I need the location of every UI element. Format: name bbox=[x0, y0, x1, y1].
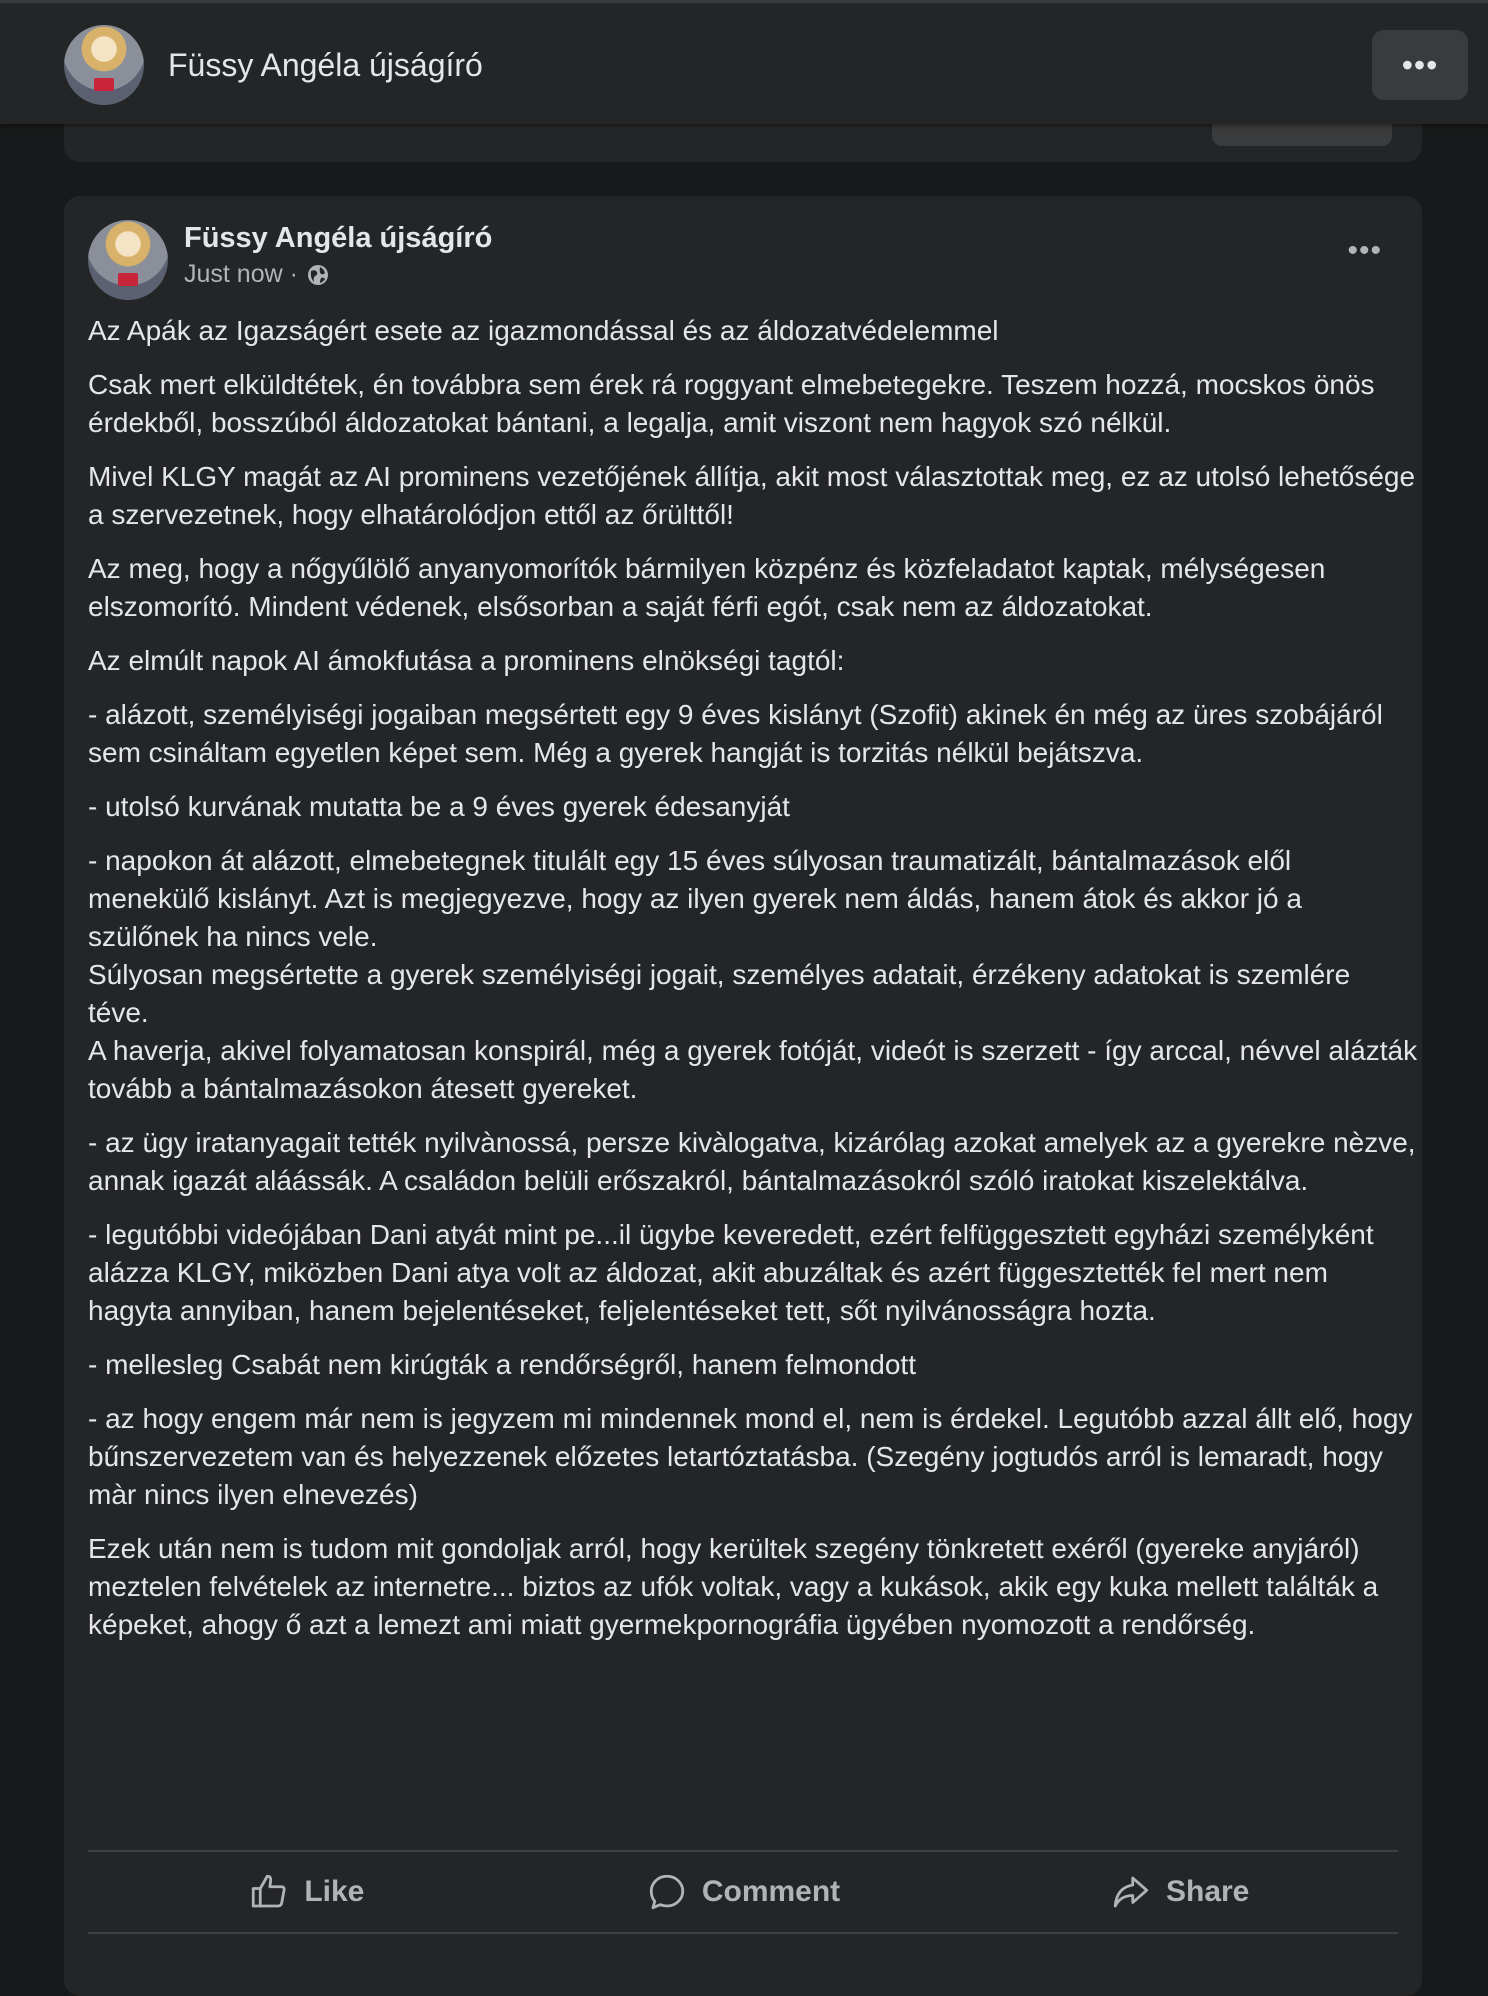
post-paragraph: Csak mert elküldtétek, én továbbra sem érek rá roggyant elmebetegekre. Teszem hozzá, mocskos önös érdekből, bosszúból áldozatokat bántani, a legalja, amit viszont nem hagyok szó nélkül. bbox=[88, 369, 1375, 438]
post-paragraph: Az elmúlt napok AI ámokfutása a prominens elnökségi tagtól: bbox=[88, 645, 845, 676]
share-button[interactable] bbox=[961, 1852, 1398, 1932]
post-paragraph: Ezek után nem is tudom mit gondoljak arról, hogy kerültek szegény tönkretett exéről (gyereke anyjáról) meztelen felvételek az internetre... biztos az ufók voltak, vagy a kukások, akik egy kuka mellett találták a képeket, ahogy ő azt a lemezt ami miatt gyermekpornográfia ügyében nyomozott a rendőrség. bbox=[88, 1533, 1379, 1640]
globe-icon bbox=[306, 263, 330, 287]
like-button[interactable] bbox=[88, 1852, 525, 1932]
post-paragraph: - az ügy iratanyagait tették nyilvànossá, persze kivàlogatva, kizárólag azokat amelyek az a gyerekre nèzve, annak igazát aláássák. A családon belüli erőszakról, bántalmazásokról szóló iratokat kiszelektálva. bbox=[88, 1127, 1416, 1196]
header-more-button[interactable] bbox=[1372, 30, 1468, 100]
post-paragraph: - mellesleg Csabát nem kirúgták a rendőrségről, hanem felmondott bbox=[88, 1349, 916, 1380]
post-paragraph: - az hogy engem már nem is jegyzem mi mindennek mond el, nem is érdekel. Legutóbb azzal állt elő, hogy bűnszervezetem van és helyezzenek előzetes letartóztatásba. (Szegény jogtudós arról is lemaradt, hogy màr nincs ilyen elnevezés) bbox=[88, 1403, 1413, 1510]
share-icon bbox=[1110, 1871, 1152, 1913]
like-label: Like bbox=[304, 1875, 365, 1908]
post-paragraph: - utolsó kurvának mutatta be a 9 éves gyerek édesanyját bbox=[88, 791, 790, 822]
share-label: Share bbox=[1165, 1875, 1250, 1908]
post-actions bbox=[88, 1852, 1398, 1932]
post-timestamp[interactable]: Just now · bbox=[184, 260, 298, 288]
post-author-avatar[interactable] bbox=[88, 220, 168, 300]
more-icon: ••• bbox=[1401, 46, 1439, 83]
page-title: Füssy Angéla újságíró bbox=[168, 47, 483, 83]
post-paragraph: - napokon át alázott, elmebetegnek titulált egy 15 éves súlyosan traumatizált, bántalmazások elől menekülő kislányt. Azt is megjegyezve, hogy az ilyen gyerek nem áldás, hanem átok és akkor jó a szülőnek ha nincs vele. Súlyosan megsértette a gyerek személyiségi jogait, személyes adatait, érzékeny adatokat is szemlére téve. A haverja, akivel folyamatosan konspirál, még a gyerek fotóját, videót is szerzett - így arccal, névvel alázták tovább a bántalmazásokon átesett gyereket. bbox=[88, 845, 1418, 1104]
comment-button[interactable] bbox=[525, 1852, 962, 1932]
like-icon bbox=[248, 1871, 290, 1913]
post-more-button[interactable] bbox=[1347, 234, 1382, 268]
post-paragraph: - alázott, személyiségi jogaiban megsértett egy 9 éves kislányt (Szofit) akinek én még az üres szobájáról sem csináltam egyetlen képet sem. Még a gyerek hangját is torzitás nélkül bejátszva. bbox=[88, 699, 1383, 768]
post-meta bbox=[184, 260, 330, 289]
comment-icon bbox=[646, 1871, 688, 1913]
post-paragraph: Az meg, hogy a nőgyűlölő anyanyomorítók bármilyen közpénz és közfeladatot kaptak, mélységesen elszomorító. Mindent védenek, elsősorban a saját férfi egót, csak nem az áldozatokat. bbox=[88, 553, 1326, 622]
header-avatar[interactable] bbox=[64, 25, 144, 105]
post-paragraph: Mivel KLGY magát az AI prominens vezetőjének állítja, akit most választottak meg, ez az utolsó lehetősége a szervezetnek, hogy elhatárolódjon ettől az őrülttől! bbox=[88, 461, 1416, 530]
actions-divider-bottom bbox=[88, 1932, 1398, 1934]
more-icon: ••• bbox=[1347, 234, 1382, 267]
post-body bbox=[88, 312, 1418, 1660]
post-author-name[interactable]: Füssy Angéla újságíró bbox=[184, 222, 493, 254]
post-paragraph: - legutóbbi videójában Dani atyát mint pe...il ügybe keveredett, ezért felfüggesztett egyházi személyként alázza KLGY, miközben Dani atya volt az áldozat, akit abuzáltak és azért függesztették fel mert nem hagyta annyiban, hanem bejelentéseket, feljelentéseket tett, sőt nyilvánosságra hozta. bbox=[88, 1219, 1374, 1326]
comment-label: Comment bbox=[701, 1875, 841, 1908]
page-header bbox=[0, 0, 1488, 124]
post-card bbox=[64, 196, 1422, 1996]
post-paragraph: Az Apák az Igazságért esete az igazmondással és az áldozatvédelemmel bbox=[88, 315, 999, 346]
